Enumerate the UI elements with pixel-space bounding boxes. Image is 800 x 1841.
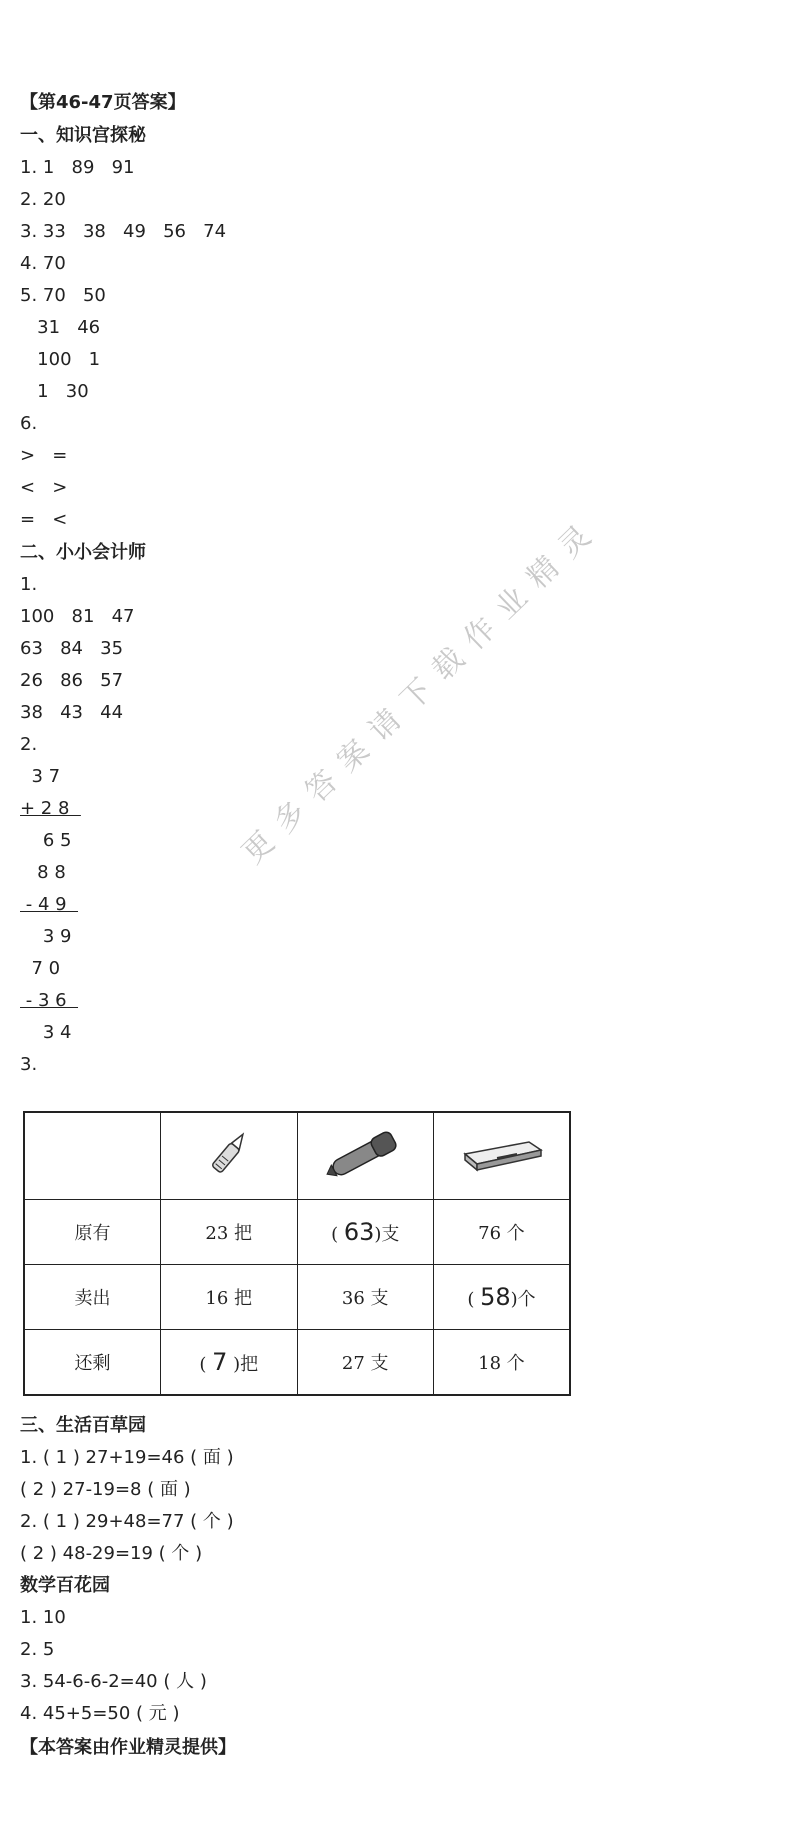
unit: )个 <box>510 1289 536 1310</box>
bracket-open: ( <box>467 1289 481 1310</box>
vertical-calc-line: 3 9 <box>20 926 72 947</box>
table-cell <box>161 1330 298 1396</box>
page-header: 【第46-47页答案】 <box>20 92 186 113</box>
section-title-3: 三、生活百草园 <box>20 1415 146 1436</box>
answer-line: 1. <box>20 574 38 595</box>
answer-line: 100 1 <box>20 349 101 370</box>
answer-line: 2. ( 1 ) 29+48=77 ( 个 ) <box>20 1511 234 1532</box>
answer-line: 100 81 47 <box>20 606 135 627</box>
section-title-4: 数学百花园 <box>20 1575 110 1596</box>
utility-knife-icon <box>199 1124 259 1184</box>
vertical-calc-line: 6 5 <box>20 830 72 851</box>
table-cell: 27 支 <box>297 1330 434 1396</box>
answer-line: 1 30 <box>20 381 89 402</box>
table-cell <box>297 1200 434 1265</box>
unit: )支 <box>374 1224 400 1245</box>
table-cell: 76 个 <box>434 1200 571 1265</box>
answer-line: 3. 33 38 49 56 74 <box>20 221 227 242</box>
answer-line: 3. 54-6-6-2=40 ( 人 ) <box>20 1671 207 1692</box>
answer-line: = < <box>20 509 68 530</box>
marker-pen-icon <box>320 1124 410 1184</box>
answer-value: 63 <box>343 1218 375 1246</box>
answer-line: 26 86 57 <box>20 670 124 691</box>
answer-line: < > <box>20 477 68 498</box>
answer-line: ( 2 ) 48-29=19 ( 个 ) <box>20 1543 203 1564</box>
vertical-calc-line: - 3 6 <box>20 990 79 1011</box>
answer-line: 3. <box>20 1054 38 1075</box>
row-label: 卖出 <box>24 1265 161 1330</box>
vertical-calc-line: 3 7 <box>20 766 61 787</box>
row-label: 原有 <box>24 1200 161 1265</box>
page-footer: 【本答案由作业精灵提供】 <box>20 1737 236 1758</box>
answer-line: 6. <box>20 413 38 434</box>
answer-value: 7 <box>212 1348 228 1376</box>
bracket-open: ( <box>199 1354 213 1375</box>
unit: )把 <box>227 1354 259 1375</box>
answer-line: > = <box>20 445 68 466</box>
section-title-2: 二、小小会计师 <box>20 542 146 563</box>
answer-line: 63 84 35 <box>20 638 124 659</box>
table-header-cell <box>297 1112 434 1200</box>
answer-value: 58 <box>480 1283 511 1311</box>
answer-line: 1. ( 1 ) 27+19=46 ( 面 ) <box>20 1447 234 1468</box>
vertical-calc-line: 3 4 <box>20 1022 72 1043</box>
answer-line: 1. 10 <box>20 1607 66 1628</box>
table-cell: 16 把 <box>161 1265 298 1330</box>
vertical-calc-line: - 4 9 <box>20 894 79 915</box>
section-title-1: 一、知识宫探秘 <box>20 125 146 146</box>
pencil-case-icon <box>457 1124 547 1184</box>
vertical-calc-line: 7 0 <box>20 958 61 979</box>
answer-line: ( 2 ) 27-19=8 ( 面 ) <box>20 1479 191 1500</box>
table-cell: 36 支 <box>297 1265 434 1330</box>
answer-line: 1. 1 89 91 <box>20 157 135 178</box>
table-cell <box>434 1265 571 1330</box>
table-header-cell <box>161 1112 298 1200</box>
goods-table <box>23 1111 571 1396</box>
table-cell: 23 把 <box>161 1200 298 1265</box>
answer-line: 38 43 44 <box>20 702 124 723</box>
vertical-calc-line: 8 8 <box>20 862 66 883</box>
watermark: 更多答案请下载作业精灵 <box>235 509 609 871</box>
answer-line: 31 46 <box>20 317 101 338</box>
answer-line: 4. 45+5=50 ( 元 ) <box>20 1703 180 1724</box>
answer-line: 2. 5 <box>20 1639 55 1660</box>
answer-line: 2. <box>20 734 38 755</box>
vertical-calc-line: + 2 8 <box>20 798 81 819</box>
answer-line: 4. 70 <box>20 253 66 274</box>
table-header-cell <box>434 1112 571 1200</box>
table-corner-cell <box>24 1112 161 1200</box>
row-label: 还剩 <box>24 1330 161 1396</box>
table-cell: 18 个 <box>434 1330 571 1396</box>
answer-line: 5. 70 50 <box>20 285 106 306</box>
answer-line: 2. 20 <box>20 189 66 210</box>
bracket-open: ( <box>331 1224 344 1245</box>
